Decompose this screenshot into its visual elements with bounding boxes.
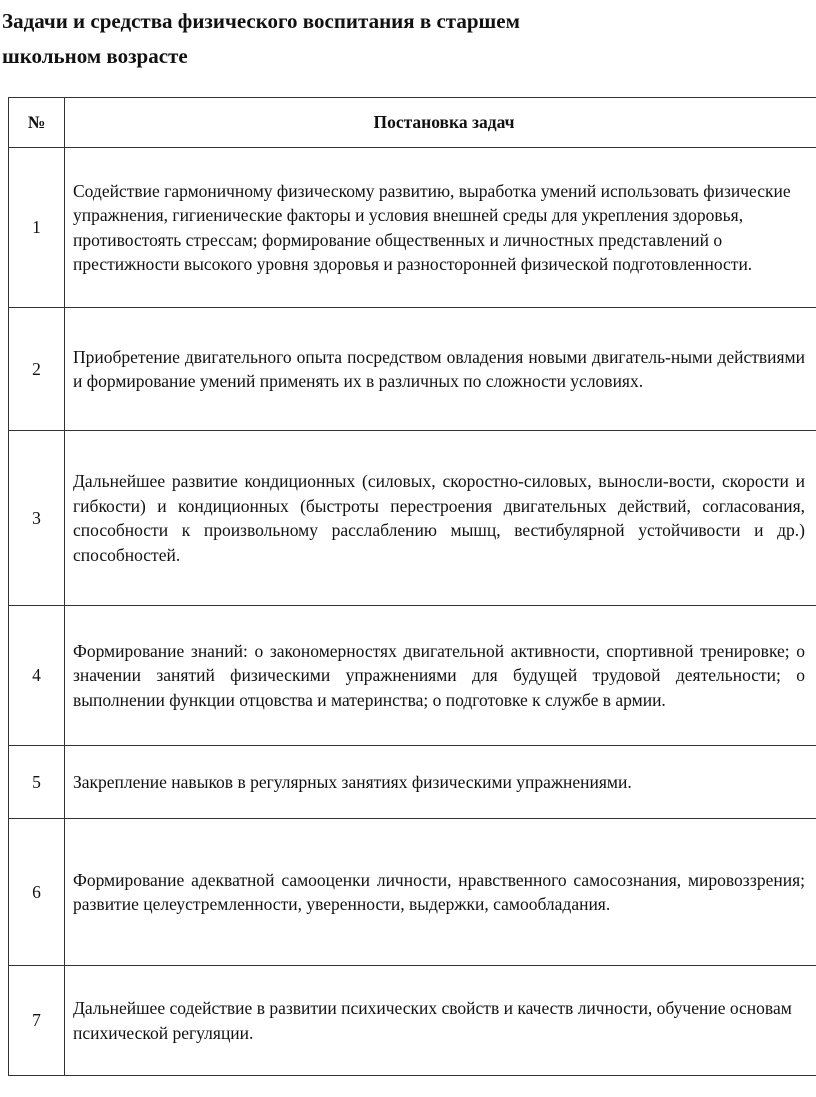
row-task-text: Приобретение двигательного опыта посредством овладения новыми двигатель-ными действиями и формирование умений применять их в различных по сложности условиях. (65, 308, 816, 431)
header-task: Постановка задач (65, 98, 816, 148)
title-line-2: школьном возрасте (2, 44, 188, 68)
table-row (9, 606, 816, 746)
header-number: № (9, 98, 65, 148)
row-task-text: Содействие гармоничному физическому развитию, выработка умений использовать физические упражнения, гигиенические факторы и условия внешней среды для укрепления здоровья, противостоять стрессам; формирование общественных и личностных представлений о престижности высокого уровня здоровья и разносторонней физической подготовленности. (65, 148, 816, 308)
row-task-text: Формирование знаний: о закономерностях двигательной активности, спортивной тренировке; о значении занятий физическими упражнениями для будущей трудовой деятельности; о выполнении функции отцовства и материнства; о подготовке к службе в армии. (65, 606, 816, 746)
row-task-text: Дальнейшее содействие в развитии психических свойств и качеств личности, обучение основам психической регуляции. (65, 966, 816, 1076)
table-row (9, 148, 816, 308)
row-number: 3 (9, 431, 65, 606)
row-number: 6 (9, 819, 65, 966)
table-row (9, 966, 816, 1076)
row-number: 7 (9, 966, 65, 1076)
tasks-table (8, 97, 816, 1076)
table-row (9, 431, 816, 606)
row-number: 1 (9, 148, 65, 308)
row-task-text: Закрепление навыков в регулярных занятиях физическими упражнениями. (65, 746, 816, 819)
row-number: 2 (9, 308, 65, 431)
table-row (9, 308, 816, 431)
title-line-1: Задачи и средства физического воспитания в старшем (2, 9, 520, 33)
row-task-text: Дальнейшее развитие кондиционных (силовых, скоростно-силовых, выносли-вости, скорости и гибкости) и кондиционных (быстроты перестроения двигательных действий, согласования, способности к произвольному расслаблению мышц, вестибулярной устойчивости и др.) способностей. (65, 431, 816, 606)
page-title (2, 4, 642, 74)
row-number: 5 (9, 746, 65, 819)
row-number: 4 (9, 606, 65, 746)
table-row (9, 819, 816, 966)
table-header-row (9, 98, 816, 148)
row-task-text: Формирование адекватной самооценки личности, нравственного самосознания, мировоззрения; развитие целеустремленности, уверенности, выдержки, самообладания. (65, 819, 816, 966)
table-row (9, 746, 816, 819)
